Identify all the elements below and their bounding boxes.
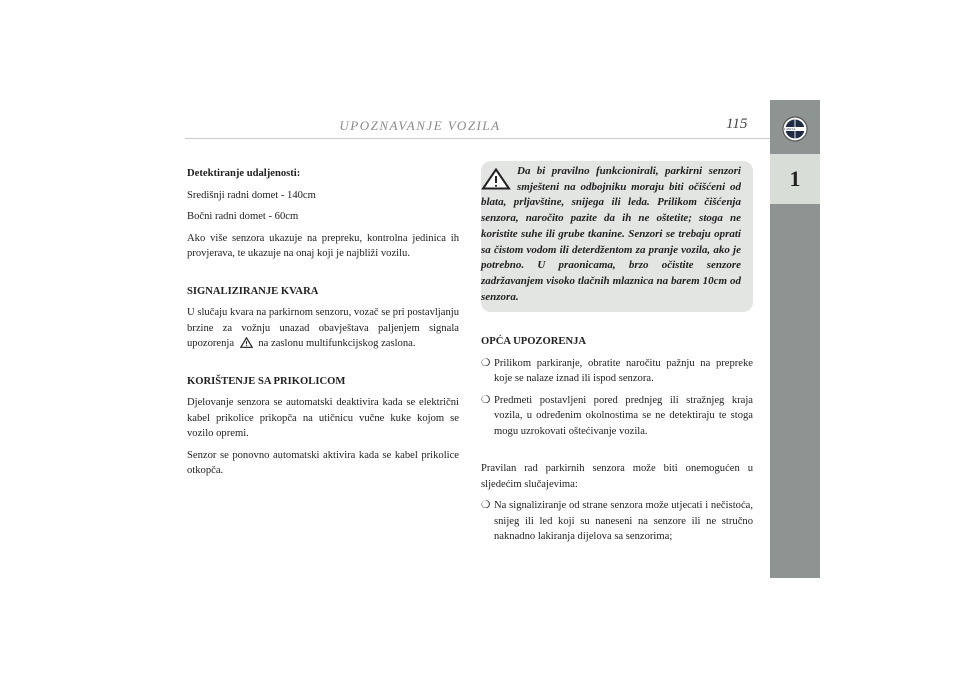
detection-title: Detektiranje udaljenosti: bbox=[187, 168, 301, 179]
list-item bbox=[481, 498, 753, 545]
bullet-icon: ❍ bbox=[481, 357, 491, 369]
fault-signal-text-before: U slučaju kvara na parkirnom senzoru, vozač se pri postavljanju brzine za vožnju unazad obavještava paljenjem signala upozorenja bbox=[187, 307, 459, 349]
bullet-icon: ❍ bbox=[481, 394, 491, 406]
list-item-text: Na signaliziranje od strane senzora može utjecati i nečistoća, snijeg ili led koji su naneseni na senzore ili ne stručno naknadno lakiranja dijelova sa senzorima; bbox=[494, 500, 753, 543]
bullet-icon: ❍ bbox=[481, 500, 491, 512]
fault-signal-text-after: na zaslonu multifunkcijskog zaslona. bbox=[258, 338, 416, 349]
running-header: UPOZNAVANJE VOZILA bbox=[339, 118, 501, 133]
right-column bbox=[481, 161, 753, 545]
warning-box bbox=[481, 161, 753, 312]
detection-central-range: Središnji radni domet - 140cm bbox=[187, 189, 316, 201]
trailer-title: KORIŠTENJE SA PRIKOLICOM bbox=[187, 375, 346, 387]
list-item-text: Predmeti postavljeni pored prednjeg ili stražnjeg kraja vozila, u određenim okolnostima se ne detektiraju te stoga mogu uzrokovati oštećivanje vozila. bbox=[494, 394, 753, 437]
chapter-side-tab bbox=[770, 100, 820, 578]
logo-label: LANCIA bbox=[784, 127, 796, 131]
list-item-text: Prilikom parkiranje, obratite naročitu pažnju na prepreke koje se nalaze iznad ili ispod senzora. bbox=[494, 357, 753, 385]
list-item bbox=[481, 393, 753, 440]
trailer-paragraph-2: Senzor se ponovno automatski aktivira kada se kabel prikolice otkopča. bbox=[187, 449, 459, 476]
fault-signal-text bbox=[187, 305, 459, 352]
trailer-paragraph-1: Djelovanje senzora se automatski deaktivira kada se električni kabel prikolice prikopča na utičnicu vučne kuke kojom se vozilo opremi. bbox=[187, 397, 459, 439]
chapter-number: 1 bbox=[770, 154, 820, 204]
left-column bbox=[187, 166, 459, 479]
logo-box bbox=[770, 100, 820, 152]
detection-multiple-sensors: Ako više senzora ukazuje na prepreku, kontrolna jedinica ih provjerava, te ukazuje na onaj koji je najbliži vozilu. bbox=[187, 232, 459, 259]
warning-text: Da bi pravilno funkcionirali, parkirni senzori smješteni na odbojniku moraju biti očišćeni od blata, prljavštine, snijega ili leda. Prilikom čišćenja senzora, naročito pazite da ih ne oštetite; stoga ne koristite suhe ili grube tkanine. Senzori se trebaju oprati sa čistom vodom ili deterdžentom za pranje vozila, ako je potrebno. U praonicama, brzo očistite senzore zadržavanjem visoko tlačnih mlaznica na barem 10cm od senzora. bbox=[481, 165, 741, 303]
header-rule bbox=[185, 138, 770, 139]
general-warnings-title: OPĆA UPOZORENJA bbox=[481, 336, 587, 348]
warning-triangle-icon bbox=[240, 337, 253, 348]
page-number: 115 bbox=[726, 116, 748, 132]
list-item bbox=[481, 356, 753, 387]
warning-triangle-icon bbox=[481, 168, 511, 190]
hindered-intro: Pravilan rad parkirnih senzora može biti onemogućen u sljedećim slučajevima: bbox=[481, 463, 753, 490]
fault-signal-title: SIGNALIZIRANJE KVARA bbox=[187, 285, 319, 297]
detection-side-range: Bočni radni domet - 60cm bbox=[187, 211, 299, 222]
